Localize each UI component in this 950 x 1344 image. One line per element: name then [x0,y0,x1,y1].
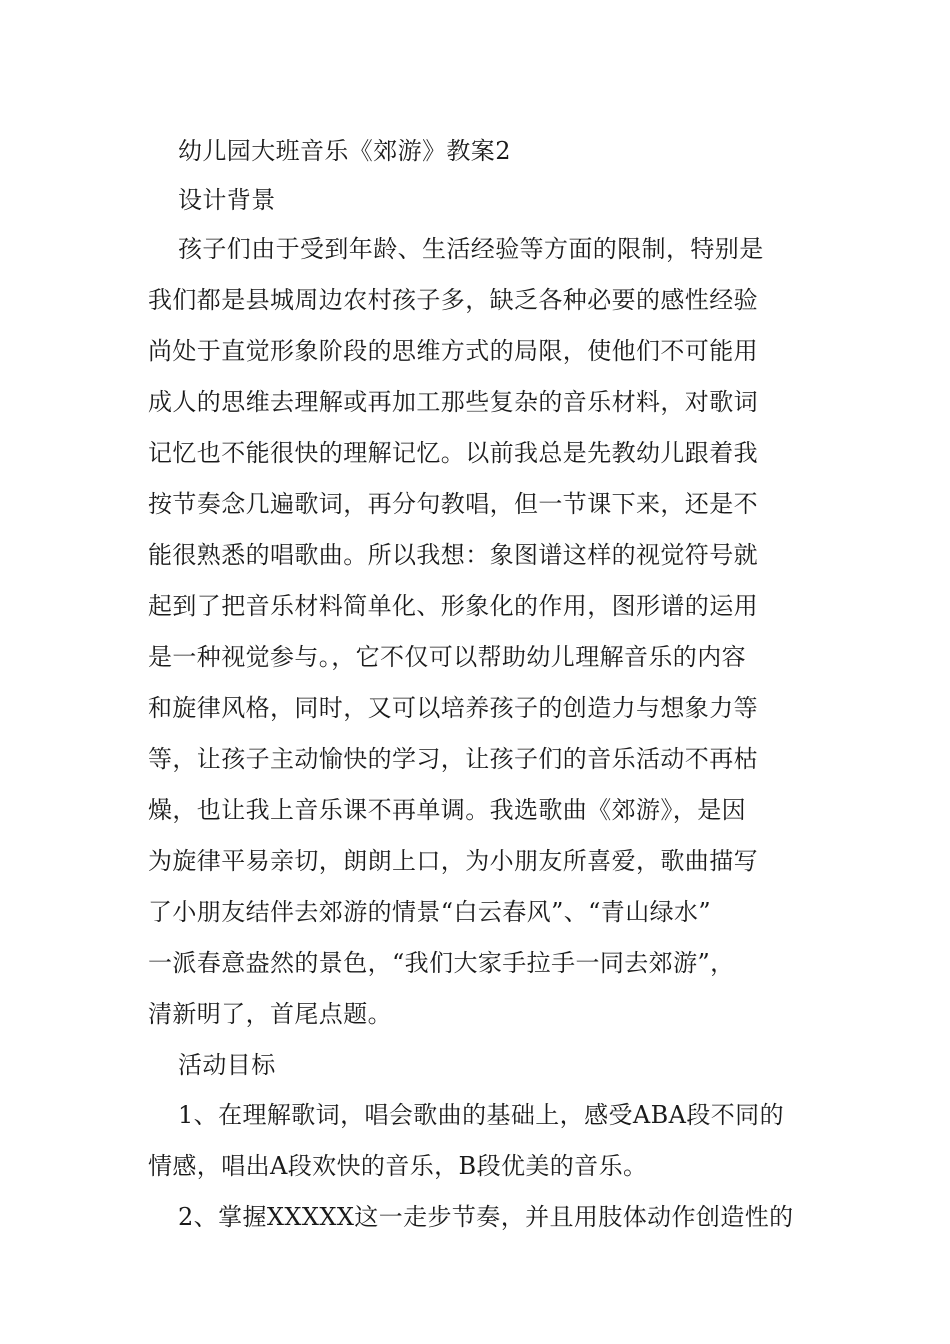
paragraph-line: 孩子们由于受到年龄、生活经验等方面的限制，特别是 [178,235,764,263]
paragraph-line: 记忆也不能很快的理解记忆。以前我总是先教幼儿跟着我 [148,439,758,467]
paragraph-line: 起到了把音乐材料简单化、形象化的作用，图形谱的运用 [148,592,758,620]
paragraph-line: 我们都是县城周边农村孩子多，缺乏各种必要的感性经验 [148,286,758,314]
goal-line: 情感，唱出A段欢快的音乐，B段优美的音乐。 [148,1152,648,1180]
goal-line: 1、在理解歌词，唱会歌曲的基础上，感受ABA段不同的 [178,1101,784,1129]
paragraph-line: 了小朋友结伴去郊游的情景“白云春风”、“青山绿水” [148,898,712,926]
section-heading-background: 设计背景 [178,186,276,214]
paragraph-line: 和旋律风格，同时，又可以培养孩子的创造力与想象力等 [148,694,758,722]
paragraph-line: 能很熟悉的唱歌曲。所以我想：象图谱这样的视觉符号就 [148,541,758,569]
paragraph-line: 尚处于直觉形象阶段的思维方式的局限，使他们不可能用 [148,337,758,365]
paragraph-line: 成人的思维去理解或再加工那些复杂的音乐材料，对歌词 [148,388,758,416]
paragraph-line: 为旋律平易亲切，朗朗上口，为小朋友所喜爱，歌曲描写 [148,847,758,875]
paragraph-line: 燥，也让我上音乐课不再单调。我选歌曲《郊游》，是因 [148,796,746,824]
paragraph-line: 是一种视觉参与。，它不仅可以帮助幼儿理解音乐的内容 [148,643,746,671]
goal-line: 2、掌握XXXXX这一走步节奏，并且用肢体动作创造性的 [178,1203,794,1231]
paragraph-line: 清新明了，首尾点题。 [148,1000,392,1028]
paragraph-line: 等，让孩子主动愉快的学习，让孩子们的音乐活动不再枯 [148,745,758,773]
paragraph-line: 一派春意盎然的景色，“我们大家手拉手一同去郊游”， [148,949,735,977]
section-heading-goals: 活动目标 [178,1051,276,1079]
document-title: 幼儿园大班音乐《郊游》教案2 [178,137,511,165]
paragraph-line: 按节奏念几遍歌词，再分句教唱，但一节课下来，还是不 [148,490,758,518]
